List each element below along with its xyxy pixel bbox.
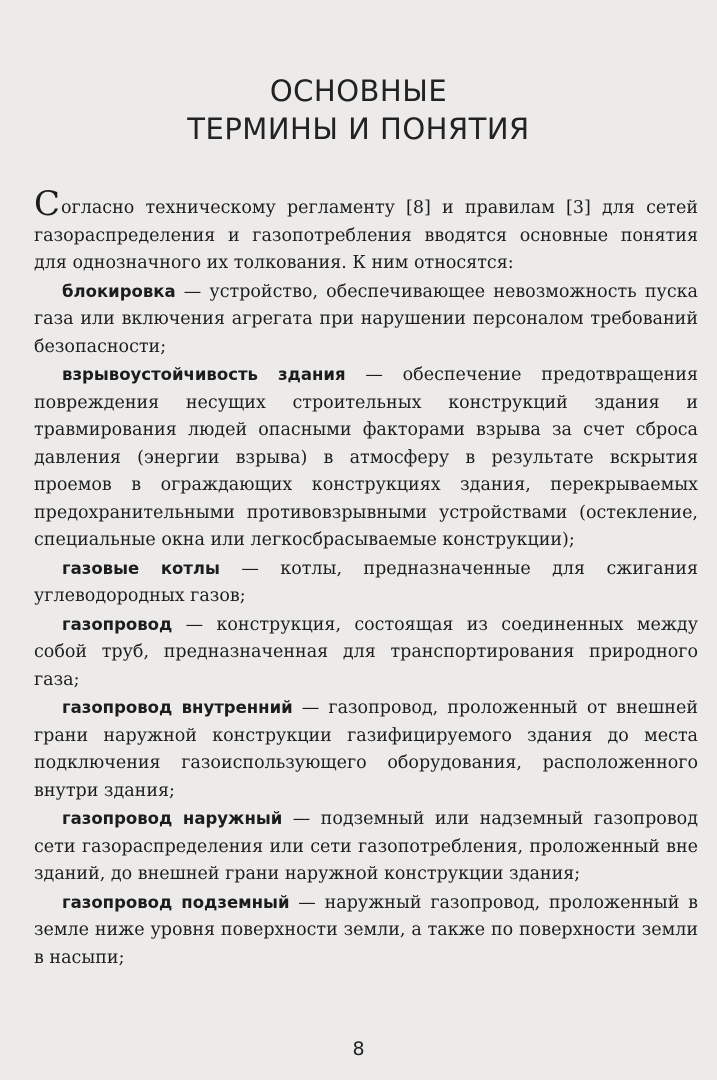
definition-paragraph (34, 694, 698, 805)
definition-paragraph (34, 361, 698, 555)
page-number: 8 (352, 1038, 365, 1060)
definition-text: — обеспечение предотвращения повреждения несущих строительных конструкций здания и травмирования людей опасными факторами взрыва за счет сброса давления (энергии взрыва) в атмосферу в результате вскрытия проемов в ограждающих конструкциях здания, перекрываемых предохранительными противовзрывными устройствами (остекление, специальные окна или легкосбрасываемые конструкции); (34, 365, 698, 550)
drop-cap: С (34, 184, 61, 224)
definition-text: — конструкция, состоящая из соединенных между собой труб, предназначенная для транспортирования природного газа; (34, 614, 698, 690)
definition-paragraph (34, 611, 698, 695)
intro-text: огласно техническому регламенту [8] и правилам [3] для сетей газораспределения и газопотребления вводятся основные понятия для однозначного их толкования. К ним относятся: (34, 198, 698, 273)
definition-term: газопровод (62, 614, 173, 634)
definition-term: газовые котлы (62, 558, 220, 578)
intro-paragraph (34, 184, 698, 278)
definition-text: — газопровод, проложенный от внешней грани наружной конструкции газифицируемого здания до места подключения газоиспользующего оборудования, расположенного внутри здания; (34, 698, 698, 801)
definition-term: блокировка (62, 281, 176, 301)
definition-paragraph (34, 278, 698, 362)
definition-text: — наружный газопровод, проложенный в земле ниже уровня поверхности земли, а также по поверхности земли в насыпи; (34, 892, 699, 968)
definition-text: — устройство, обеспечивающее невозможность пуска газа или включения агрегата при нарушении персоналом требований безопасности; (34, 281, 698, 357)
definition-term: газопровод внутренний (62, 698, 293, 717)
title-line-1: ОСНОВНЫЕ (269, 74, 448, 108)
page-title (0, 72, 717, 148)
definition-paragraph (34, 555, 698, 611)
definition-paragraph (34, 805, 698, 889)
title-line-2: ТЕРМИНЫ И ПОНЯТИЯ (187, 112, 530, 146)
definition-term: газопровод наружный (62, 809, 283, 828)
definition-text: — котлы, предназначенные для сжигания углеводородных газов; (34, 558, 698, 606)
definition-paragraph (34, 889, 698, 973)
definition-text: — подземный или надземный газопровод сети газораспределения или сети газопотребления, проложенный вне зданий, до внешней грани наружной конструкции здания; (34, 809, 698, 884)
body-text (34, 184, 699, 972)
definition-term: взрывоустойчивость здания (62, 365, 346, 384)
definition-term: газопровод подземный (62, 892, 290, 912)
